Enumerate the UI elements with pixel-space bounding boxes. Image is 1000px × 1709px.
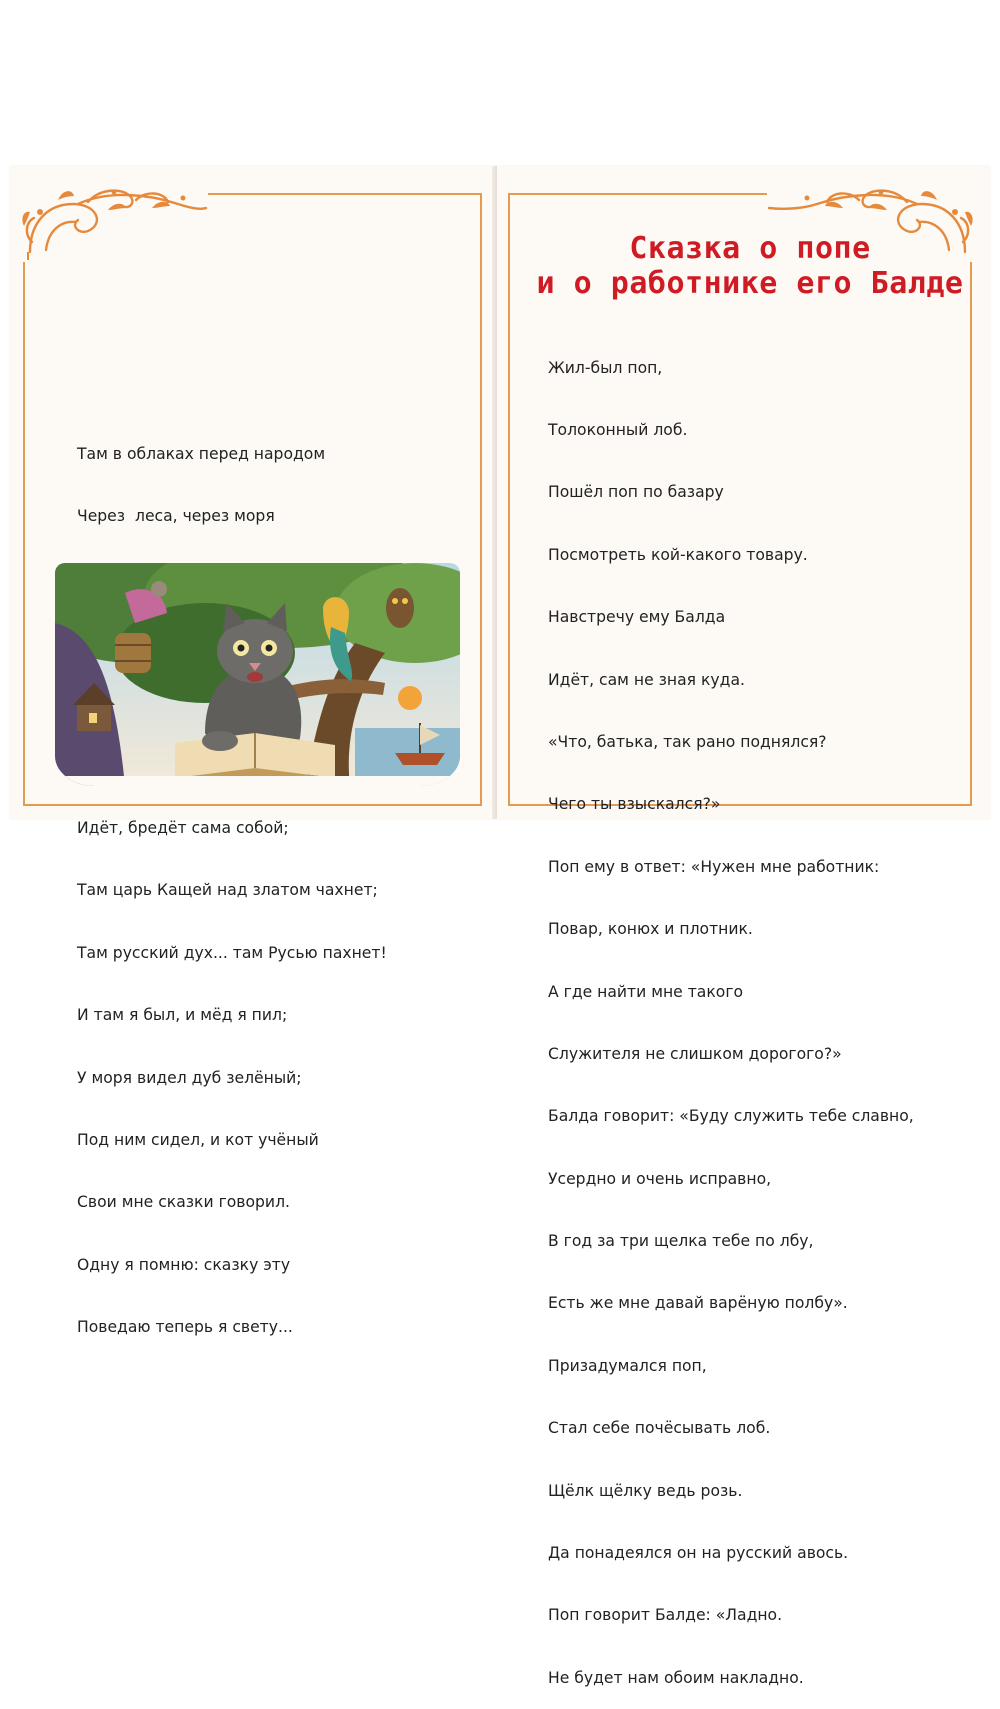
story-line: Идёт, сам не зная куда. [548,670,745,689]
poem-text [77,402,387,1379]
ornament-left-icon [18,182,208,262]
story-line: Щёлк щёлку ведь розь. [548,1481,743,1500]
story-line: Призадумался поп, [548,1356,707,1375]
poem-line: Свои мне сказки говорил. [77,1193,290,1212]
story-line: Да понадеялся он на русский авось. [548,1544,849,1563]
poem-line: Идёт, бредёт сама собой; [77,818,289,837]
story-line: Посмотреть кой-какого товару. [548,545,808,564]
story-line: Служителя не слишком дорогого?» [548,1044,842,1063]
poem-line: У моря видел дуб зелёный; [77,1068,302,1087]
story-line: Стал себе почёсывать лоб. [548,1419,771,1438]
story-line: Пошёл поп по базару [548,483,724,502]
story-line: Усердно и очень исправно, [548,1169,772,1188]
story-line: А где найти мне такого [548,982,744,1001]
story-line: Поп говорит Балде: «Ладно. [548,1606,783,1625]
story-line: Толоконный лоб. [548,420,688,439]
poem-line: Там русский дух... там Русью пахнет! [77,943,387,962]
poem-line: Под ним сидел, и кот учёный [77,1130,319,1149]
story-title-line-1: Сказка о попе [629,231,871,266]
story-line: Жил-был поп, [548,358,663,377]
poem-line: Там в облаках перед народом [77,444,326,463]
story-title-line-2: и о работнике его Балде [536,266,964,301]
story-line: Повар, конюх и плотник. [548,920,753,939]
story-line: Навстречу ему Балда [548,608,726,627]
poem-line: Поведаю теперь я свету... [77,1318,293,1337]
story-line: Балда говорит: «Буду служить тебе славно, [548,1107,914,1126]
learned-cat-illustration [55,563,460,786]
story-line: Поп ему в ответ: «Нужен мне работник: [548,857,880,876]
story-line: Не будет нам обоим накладно. [548,1668,804,1687]
poem-line: И там я был, и мёд я пил; [77,1006,288,1025]
story-line: Есть же мне давай варёную полбу». [548,1294,848,1313]
poem-line: Одну я помню: сказку эту [77,1255,291,1274]
poem-line: Через леса, через моря [77,506,275,525]
story-text [548,316,914,1709]
story-line: В год за три щелка тебе по лбу, [548,1232,814,1251]
story-line: «Что, батька, так рано поднялся? [548,732,827,751]
story-line: Чего ты взыскался?» [548,795,721,814]
poem-line: Там царь Кащей над златом чахнет; [77,881,378,900]
